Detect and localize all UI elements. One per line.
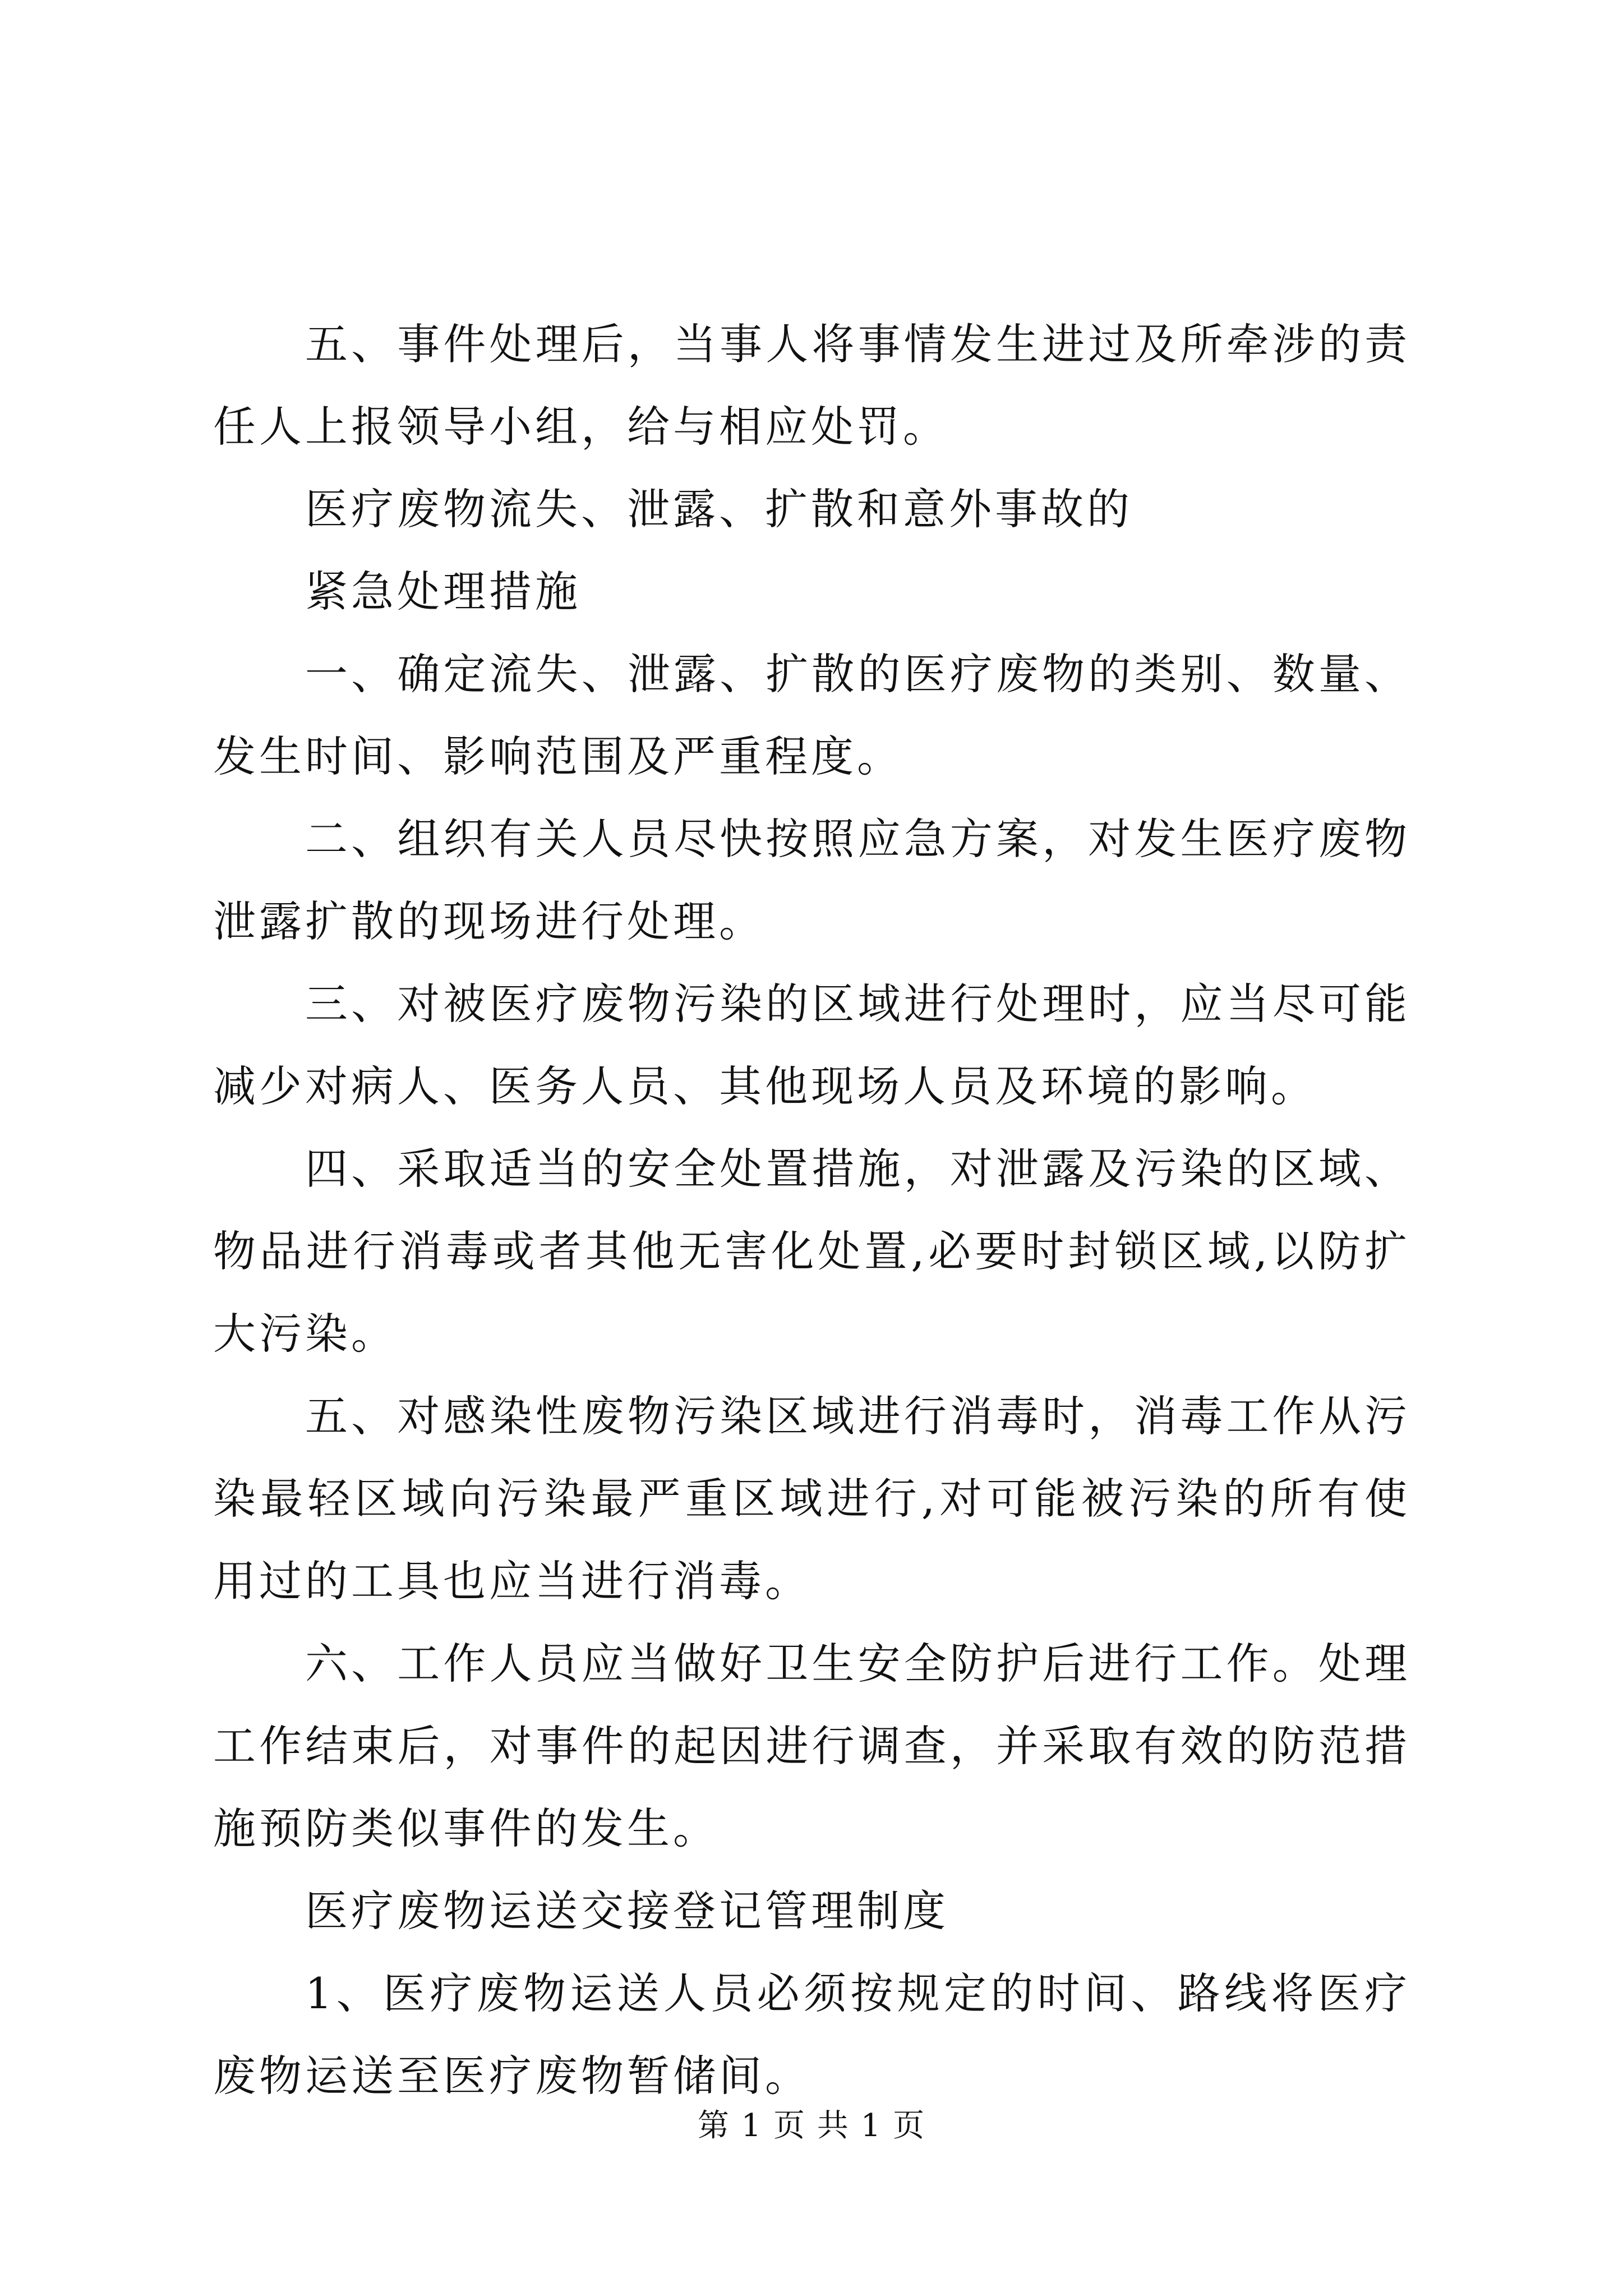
page-footer: 第 1 页 共 1 页 (697, 2108, 926, 2144)
paragraph-item-3: 三、对被医疗废物污染的区域进行处理时，应当尽可能减少对病人、医务人员、其他现场人员及环境的影响。 (213, 979, 1410, 1111)
paragraph-item-2: 二、组织有关人员尽快按照应急方案，对发生医疗废物泄露扩散的现场进行处理。 (213, 814, 1410, 946)
section-title-line-2: 紧急处理措施 (305, 567, 581, 616)
paragraph-incident-followup: 五、事件处理后，当事人将事情发生进过及所牵涉的责任人上报领导小组，给与相应处罚。 (213, 319, 1410, 452)
paragraph-item-4: 四、采取适当的安全处置措施，对泄露及污染的区域、物品进行消毒或者其他无害化处置,必要时封锁区域,以防扩大污染。 (213, 1144, 1410, 1359)
section-title-line-1: 医疗废物流失、泄露、扩散和意外事故的 (305, 484, 1133, 534)
section-title-transport-registry: 医疗废物运送交接登记管理制度 (305, 1886, 949, 1936)
document-body (213, 303, 1410, 2117)
paragraph-item-6: 六、工作人员应当做好卫生安全防护后进行工作。处理工作结束后，对事件的起因进行调查，并采取有效的防范措施预防类似事件的发生。 (213, 1639, 1410, 1853)
paragraph-item-5: 五、对感染性废物污染区域进行消毒时，消毒工作从污染最轻区域向污染最严重区域进行,对可能被污染的所有使用过的工具也应当进行消毒。 (213, 1391, 1410, 1606)
paragraph-item-1: 一、确定流失、泄露、扩散的医疗废物的类别、数量、发生时间、影响范围及严重程度。 (213, 649, 1410, 781)
paragraph-transport-rule-1: 1、医疗废物运送人员必须按规定的时间、路线将医疗废物运送至医疗废物暂储间。 (213, 1968, 1410, 2101)
